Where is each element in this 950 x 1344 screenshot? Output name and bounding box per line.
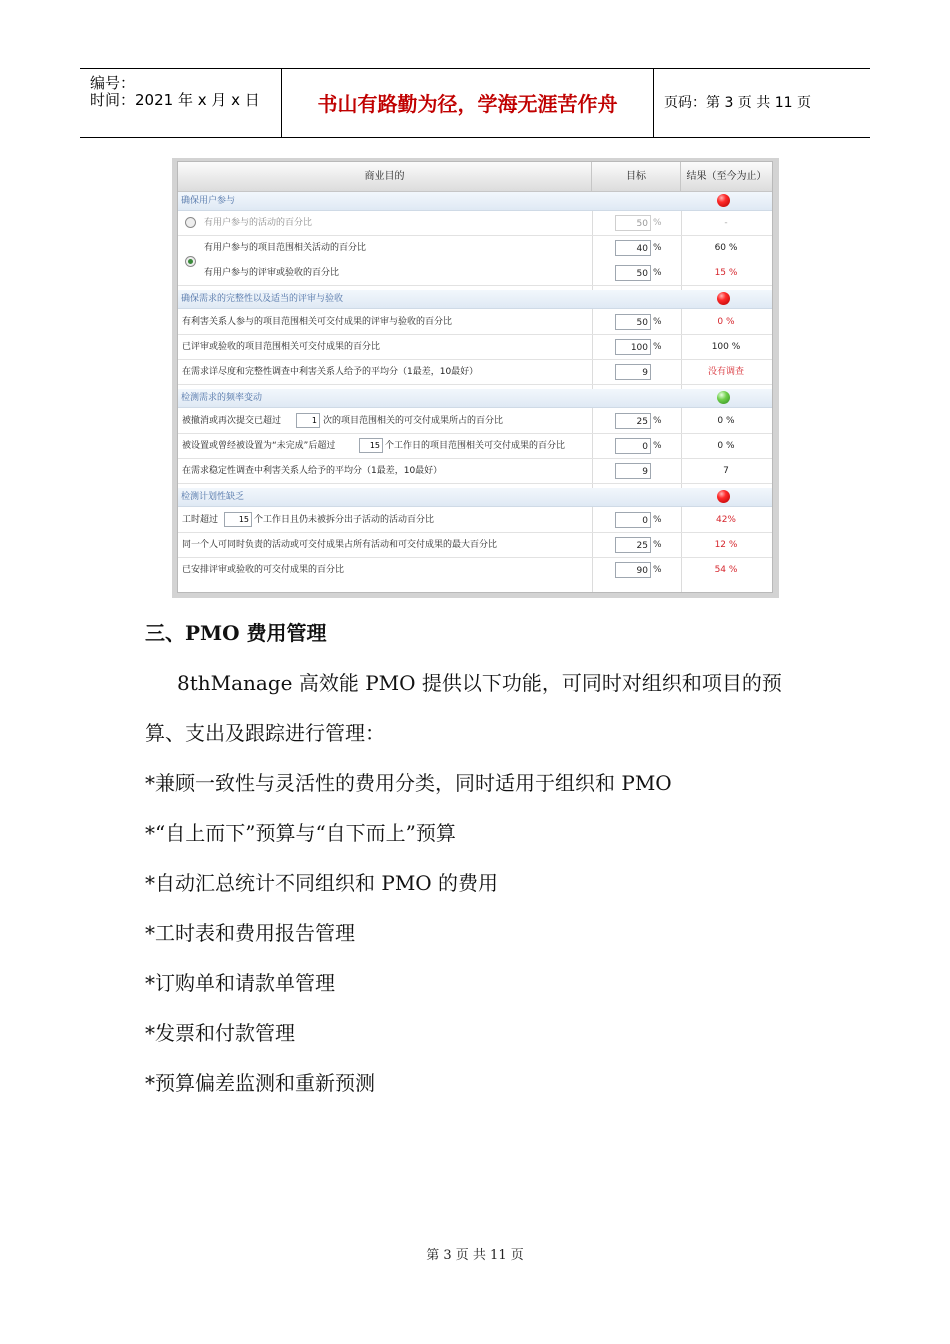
column-header-target: 目标 bbox=[592, 162, 681, 192]
section-title: 确保用户参与 bbox=[181, 196, 236, 206]
result-value: 54 % bbox=[714, 565, 738, 575]
table-row bbox=[178, 434, 772, 459]
result-value: 15 % bbox=[714, 268, 738, 278]
bullet-item: *发票和付款管理 bbox=[145, 1021, 295, 1045]
motto-text: 书山有路勤为径，学海无涯苦作舟 bbox=[317, 92, 618, 116]
row-label: 在需求稳定性调查中利害关系人给予的平均分（1最差，10最好） bbox=[182, 466, 443, 476]
row-label: 已安排评审或验收的可交付成果的百分比 bbox=[182, 565, 345, 575]
inline-count-input[interactable]: 1 bbox=[296, 413, 320, 428]
percent-unit: % bbox=[653, 243, 662, 253]
metrics-table bbox=[177, 161, 773, 593]
row-label: 有用户参与的项目范围相关活动的百分比 bbox=[204, 243, 367, 253]
percent-unit: % bbox=[653, 342, 662, 352]
column-header-result: 结果（至今为止） bbox=[681, 162, 772, 192]
row-label-suffix: 个工作日的项目范围相关可交付成果的百分比 bbox=[385, 441, 566, 451]
result-value: - bbox=[724, 218, 728, 228]
table-row bbox=[178, 459, 772, 484]
row-label-suffix: 次的项目范围相关的可交付成果所占的百分比 bbox=[323, 416, 504, 426]
section-header bbox=[178, 290, 772, 309]
radio-button[interactable] bbox=[185, 217, 196, 228]
bullet-item: *自动汇总统计不同组织和 PMO 的费用 bbox=[145, 871, 499, 895]
table-row bbox=[178, 310, 772, 335]
percent-unit: % bbox=[653, 416, 662, 426]
target-input[interactable]: 9 bbox=[615, 364, 651, 380]
paragraph-line: 8thManage 高效能 PMO 提供以下功能，可同时对组织和项目的预 bbox=[177, 671, 782, 695]
row-label: 有利害关系人参与的项目范围相关可交付成果的评审与验收的百分比 bbox=[182, 317, 453, 327]
result-value: 没有调查 bbox=[707, 367, 744, 377]
result-value: 100 % bbox=[711, 342, 741, 352]
target-input[interactable]: 9 bbox=[615, 463, 651, 479]
bullet-item: *订购单和请款单管理 bbox=[145, 971, 335, 995]
section-title: 检测需求的频率变动 bbox=[181, 393, 263, 403]
serial-label: 编号： bbox=[90, 74, 136, 92]
target-input[interactable]: 90 bbox=[615, 562, 651, 578]
result-value: 0 % bbox=[717, 317, 735, 327]
header-meta-cell bbox=[80, 69, 282, 137]
target-input[interactable]: 0 bbox=[615, 512, 651, 528]
bullet-item: *工时表和费用报告管理 bbox=[145, 921, 355, 945]
percent-unit: % bbox=[653, 515, 662, 525]
embedded-screenshot bbox=[172, 158, 779, 598]
row-label: 有用户参与的评审或验收的百分比 bbox=[204, 268, 340, 278]
percent-unit: % bbox=[653, 540, 662, 550]
target-input[interactable]: 0 bbox=[615, 438, 651, 454]
target-input[interactable]: 50 bbox=[615, 265, 651, 281]
status-red-icon bbox=[717, 194, 730, 207]
percent-unit: % bbox=[653, 565, 662, 575]
row-label: 已评审或验收的项目范围相关可交付成果的百分比 bbox=[182, 342, 381, 352]
inline-days-input[interactable]: 15 bbox=[359, 438, 383, 453]
section-header bbox=[178, 389, 772, 408]
status-green-icon bbox=[717, 391, 730, 404]
table-row bbox=[178, 335, 772, 360]
result-value: 7 bbox=[723, 466, 729, 476]
section-title: 确保需求的完整性以及适当的评审与验收 bbox=[181, 294, 344, 304]
column-header-purpose: 商业目的 bbox=[178, 162, 592, 192]
table-row bbox=[178, 508, 772, 533]
section-heading: 三、PMO 费用管理 bbox=[145, 621, 327, 645]
table-row bbox=[178, 558, 772, 582]
percent-unit: % bbox=[653, 317, 662, 327]
row-label: 同一个人可同时负责的活动或可交付成果占所有活动和可交付成果的最大百分比 bbox=[182, 540, 498, 550]
result-value: 42% bbox=[715, 515, 736, 525]
table-row bbox=[178, 236, 772, 260]
row-label: 在需求详尽度和完整性调查中利害关系人给予的平均分（1最差，10最好） bbox=[182, 367, 479, 377]
table-row bbox=[178, 360, 772, 385]
percent-unit: % bbox=[653, 268, 662, 278]
percent-unit: % bbox=[653, 441, 662, 451]
section-header bbox=[178, 488, 772, 507]
status-red-icon bbox=[717, 292, 730, 305]
result-value: 60 % bbox=[714, 243, 738, 253]
result-value: 12 % bbox=[714, 540, 738, 550]
target-input[interactable]: 40 bbox=[615, 240, 651, 256]
row-label: 有用户参与的活动的百分比 bbox=[204, 218, 313, 228]
section-header bbox=[178, 192, 772, 211]
target-input[interactable]: 25 bbox=[615, 537, 651, 553]
table-row bbox=[178, 533, 772, 558]
header-page-label: 页码：第 3 页 共 11 页 bbox=[664, 95, 811, 111]
result-value: 0 % bbox=[717, 441, 735, 451]
bullet-item: *兼顾一致性与灵活性的费用分类，同时适用于组织和 PMO bbox=[145, 771, 672, 795]
target-input[interactable]: 50 bbox=[615, 314, 651, 330]
target-input[interactable]: 100 bbox=[615, 339, 651, 355]
paragraph-line: 算、支出及跟踪进行管理： bbox=[145, 721, 385, 745]
target-input[interactable]: 25 bbox=[615, 413, 651, 429]
bullet-item: *预算偏差监测和重新预测 bbox=[145, 1071, 375, 1095]
row-label-prefix: 被撤消或再次提交已超过 bbox=[182, 416, 282, 426]
result-value: 0 % bbox=[717, 416, 735, 426]
inline-days-input[interactable]: 15 bbox=[224, 512, 252, 527]
table-row bbox=[178, 409, 772, 434]
table-row bbox=[178, 261, 772, 286]
header-page-cell bbox=[654, 69, 870, 137]
status-red-icon bbox=[717, 490, 730, 503]
row-label-prefix: 被设置或曾经被设置为“未完成”后超过 bbox=[182, 441, 336, 451]
page-footer: 第 3 页 共 11 页 bbox=[426, 1248, 524, 1263]
table-row bbox=[178, 211, 772, 236]
page-header bbox=[80, 68, 870, 138]
time-label: 时间：2021 年 x 月 x 日 bbox=[90, 91, 260, 109]
header-motto-cell bbox=[282, 69, 654, 137]
percent-unit: % bbox=[653, 218, 662, 228]
target-input[interactable]: 50 bbox=[615, 215, 651, 231]
bullet-item: *“自上而下”预算与“自下而上”预算 bbox=[145, 821, 456, 845]
row-label-prefix: 工时超过 bbox=[182, 515, 219, 525]
section-title: 检测计划性缺乏 bbox=[181, 492, 245, 502]
row-label-suffix: 个工作日且仍未被拆分出子活动的活动百分比 bbox=[254, 515, 435, 525]
